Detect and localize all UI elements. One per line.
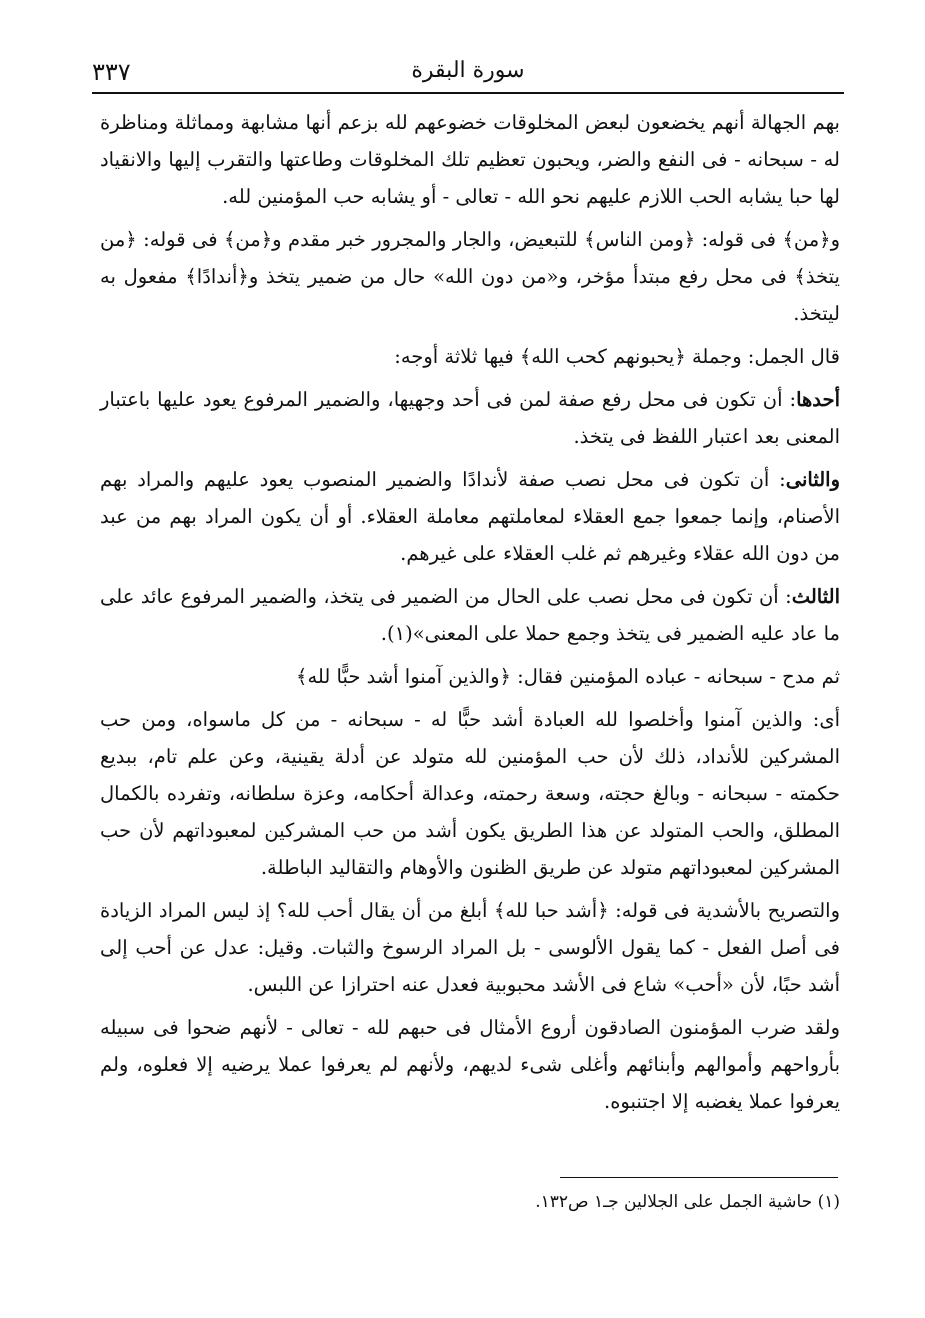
paragraph-lead: الثالث	[791, 585, 840, 608]
paragraph-text: : أن تكون فى محل نصب على الحال من الضمير فى يتخذ، والضمير المرفوع عائد على ما عاد عليه الضمير فى يتخذ وجمع حملا على المعنى»(١).	[100, 585, 840, 645]
scan-edge-marks	[900, 1290, 906, 1314]
paragraph-lead: أحدها	[796, 388, 840, 411]
paragraph	[100, 892, 840, 1003]
paragraph	[100, 658, 840, 695]
paragraph-text: بهم الجهالة أنهم يخضعون لبعض المخلوقات خضوعهم لله بزعم أنها مشابهة ومماثلة ومناظرة له - سبحانه - فى النفع والضر، ويحبون تعظيم تلك المخلوقات وطاعتها والتقرب إليها والانقياد لها حبا يشابه الحب اللازم عليهم نحو الله - تعالى - أو يشابه حب المؤمنين لله.	[100, 111, 840, 208]
paragraph-text: أى: والذين آمنوا وأخلصوا لله العبادة أشد حبًّا له - سبحانه - من كل ماسواه، ومن حب المشركين للأنداد، ذلك لأن حب المؤمنين لله متولد عن أدلة يقينية، وعن علم تام، ببديع حكمته - سبحانه - وبالغ حجته، وسعة رحمته، وعدالة أحكامه، وعزة سلطانه، وتفرده بالكمال المطلق، والحب المتولد عن هذا الطريق يكون أشد من حب المشركين لمعبوداتهم لأن حب المشركين لمعبوداتهم متولد عن طريق الظنون والأوهام والتقاليد الباطلة.	[100, 708, 840, 879]
paragraph-text: قال الجمل: وجملة ﴿يحبونهم كحب الله﴾ فيها ثلاثة أوجه:	[394, 345, 840, 368]
paragraph-text: ثم مدح - سبحانه - عباده المؤمنين فقال: ﴿والذين آمنوا أشد حبًّا لله﴾	[296, 665, 840, 688]
paragraph	[100, 221, 840, 332]
paragraph	[100, 578, 840, 652]
paragraph	[100, 1009, 840, 1120]
paragraph-lead: والثانى	[785, 468, 840, 491]
running-title: سورة البقرة	[411, 58, 525, 83]
paragraph	[100, 104, 840, 215]
paragraph	[100, 381, 840, 455]
page-number: ٣٣٧	[92, 58, 131, 86]
paragraph-text: : أن تكون فى محل نصب صفة لأندادًا والضمير المنصوب يعود عليهم والمراد بهم الأصنام، وإنما جمعوا جمع العقلاء لمعاملتهم معاملة العقلاء. أو أن يكون المراد بهم من عبد من دون الله عقلاء وغيرهم ثم غلب العقلاء على غيرهم.	[100, 468, 840, 565]
footnote-rule	[560, 1177, 838, 1178]
paragraph-text: والتصريح بالأشدية فى قوله: ﴿أشد حبا لله﴾ أبلغ من أن يقال أحب لله؟ إذ ليس المراد الزيادة فى أصل الفعل - كما يقول الألوسى - بل المراد الرسوخ والثبات. وقيل: عدل عن أحب إلى أشد حبًا، لأن «أحب» شاع فى الأشد محبوبية فعدل عنه احترازا عن اللبس.	[100, 899, 840, 996]
header-rule	[92, 92, 844, 94]
body-text	[100, 104, 840, 1126]
paragraph	[100, 461, 840, 572]
page-header	[92, 52, 844, 92]
paragraph-text: و﴿من﴾ فى قوله: ﴿ومن الناس﴾ للتبعيض، والجار والمجرور خبر مقدم و﴿من﴾ فى قوله: ﴿من يتخذ﴾ فى محل رفع مبتدأ مؤخر، و«من دون الله» حال من ضمير يتخذ و﴿أندادًا﴾ مفعول به ليتخذ.	[100, 228, 841, 325]
paragraph-text: ولقد ضرب المؤمنون الصادقون أروع الأمثال فى حبهم لله - تعالى - لأنهم ضحوا فى سبيله بأرواحهم وأموالهم وأبنائهم وأغلى شىء لديهم، ولأنهم لم يعرفوا عملا يرضيه إلا فعلوه، ولم يعرفوا عملا يغضبه إلا اجتنبوه.	[100, 1016, 840, 1113]
paragraph	[100, 701, 840, 886]
paragraph-text: : أن تكون فى محل رفع صفة لمن فى أحد وجهيها، والضمير المرفوع يعود عليها باعتبار المعنى بعد اعتبار اللفظ فى يتخذ.	[100, 388, 840, 448]
paragraph	[100, 338, 840, 375]
footnote: (١) حاشية الجمل على الجلالين جـ١ ص١٣٢.	[535, 1192, 840, 1212]
